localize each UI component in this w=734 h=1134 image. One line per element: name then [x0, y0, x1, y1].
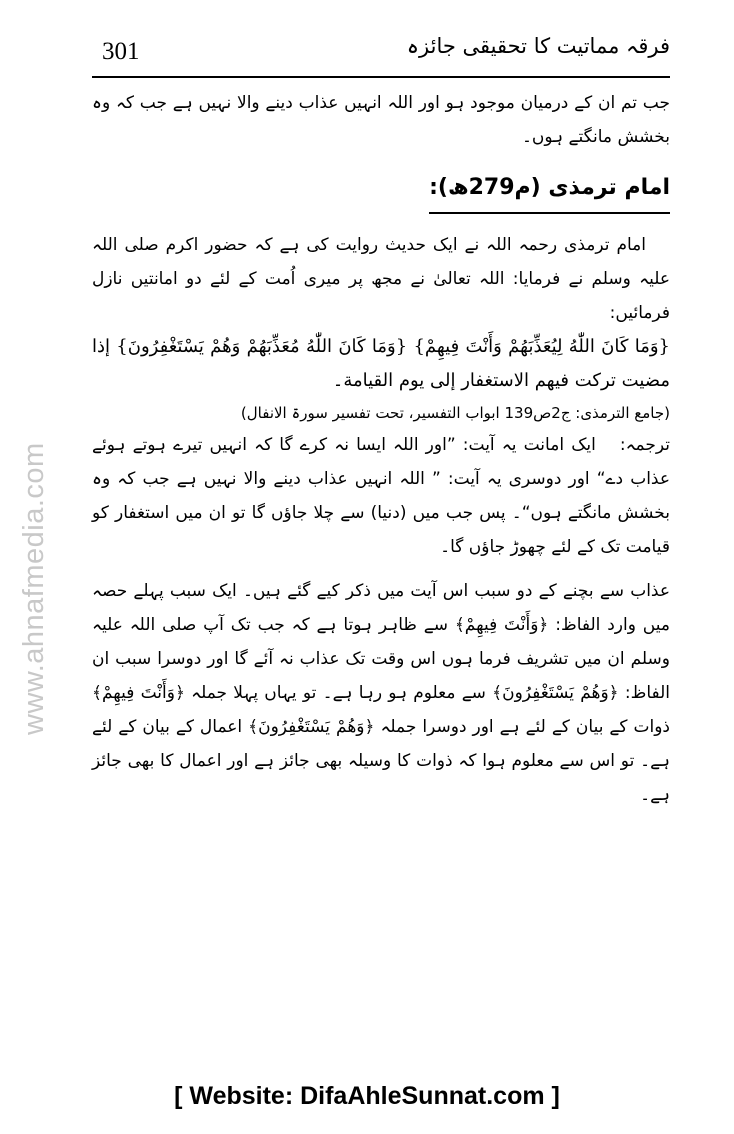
hadith-intro-paragraph: امام ترمذی رحمہ اللہ نے ایک حدیث روایت کی ہے کہ حضور اکرم صلی اللہ علیہ وسلم نے فرمایا: اللہ تعالیٰ نے مجھ پر میری اُمت کے لئے دو امانتیں نازل فرمائیں:: [92, 235, 670, 323]
side-watermark: www.ahnafmedia.com: [18, 442, 50, 735]
arabic-hadith-text: {وَمَا كَانَ اللّٰهُ لِيُعَذِّبَهُمْ وَأَنْتَ فِيهِمْ} {وَمَا كَانَ اللّٰهُ مُعَذِّبَهُمْ وَهُمْ يَسْتَغْفِرُونَ} إذا مضيت تركت فيهم الاستغفار إلى يوم القيامة۔: [92, 336, 670, 391]
page-number: 301: [102, 38, 140, 65]
section-heading: امام ترمذی (م279ھ):: [429, 168, 670, 214]
translation-paragraph: [92, 428, 670, 564]
page-content: [92, 86, 670, 812]
opening-paragraph: جب تم ان کے درمیان موجود ہو اور اللہ انہیں عذاب دینے والا نہیں ہے جب کہ وہ بخشش مانگتے ہوں۔: [92, 93, 670, 147]
book-title: فرقہ مماتیت کا تحقیقی جائزہ: [406, 34, 670, 58]
translation-label: ترجمہ:: [619, 435, 670, 455]
section-heading-block: [92, 168, 670, 220]
explanation-paragraph: عذاب سے بچنے کے دو سبب اس آیت میں ذکر کیے گئے ہیں۔ ایک سبب پہلے حصہ میں وارد الفاظ: ﴿وَأَنْتَ فِيهِمْ﴾ سے ظاہر ہوتا ہے کہ جب تک آپ صلی اللہ علیہ وسلم ان میں تشریف فرما ہوں اس وقت تک عذاب نہ آئے گا اور دوسرا سبب ان الفاظ: ﴿وَهُمْ يَسْتَغْفِرُونَ﴾ سے معلوم ہو رہا ہے۔ تو یہاں پہلا جملہ ﴿وَأَنْتَ فِيهِمْ﴾ ذوات کے بیان کے لئے ہے اور دوسرا جملہ ﴿وَهُمْ يَسْتَغْفِرُونَ﴾ اعمال کے بیان کے لئے ہے۔ تو اس سے معلوم ہوا کہ ذوات کا وسیلہ بھی جائز ہے اور اعمال کا بھی جائز ہے۔: [92, 581, 670, 805]
translation-text: ایک امانت یہ آیت: ”اور اللہ ایسا نہ کرے گا کہ انہیں تیرے ہوتے ہوئے عذاب دے“ اور دوسری یہ آیت: ” اللہ انہیں عذاب دینے والا نہیں ہے جب کہ وہ بخشش مانگتے ہوں“۔ پس جب میں (دنیا) سے چلا جاؤں گا تو ان میں استغفار کو قیامت تک کے لئے چھوڑ جاؤں گا۔: [92, 435, 670, 557]
paragraph-gap: [92, 564, 670, 574]
header-divider: [92, 76, 670, 78]
website-footer: [ Website: DifaAhleSunnat.com ]: [174, 1082, 560, 1110]
page-header: [92, 28, 670, 72]
hadith-citation: (جامع الترمذی: ج2ص139 ابواب التفسیر، تحت تفسیر سورۃ الانفال): [240, 404, 670, 422]
